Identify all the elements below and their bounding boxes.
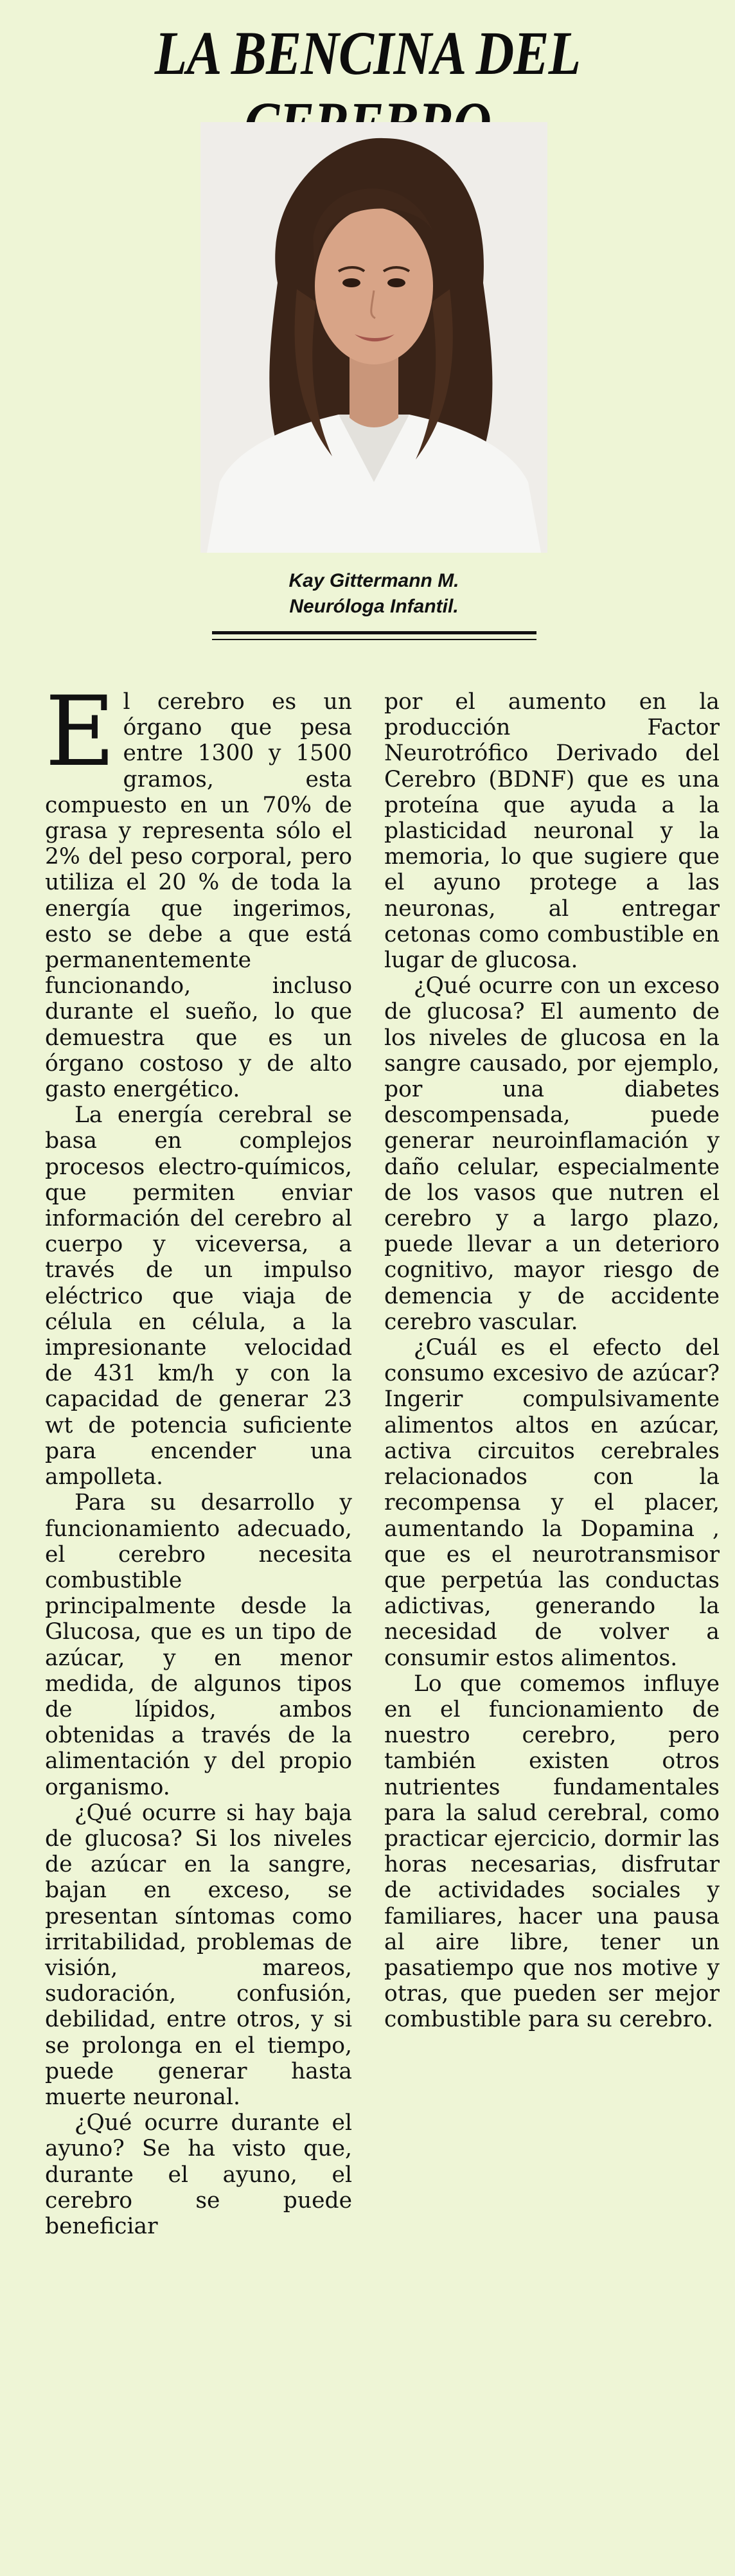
paragraph-continued: por el aumento en la producción Factor Neurotrófico Derivado del Cerebro (BDNF) que es una proteína que ayuda a la plasticidad neuronal y la memoria, lo que sugiere que el ayuno protege a las neuronas, al entregar cetonas como combustible en lugar de glucosa. (384, 689, 720, 974)
paragraph: Lo que comemos influye en el funcionamiento de nuestro cerebro, pero también existen otros nutrientes fundamentales para la salud cerebral, como practicar ejercicio, dormir las horas necesarias, disfrutar de actividades sociales y familiares, hacer una pausa al aire libre, tener un pasatiempo que nos motive y otras, que pueden ser mejor combustible para su cerebro. (384, 1670, 720, 2033)
author-role: Neuróloga Infantil. (289, 596, 459, 617)
paragraph: ¿Qué ocurre si hay baja de glucosa? Si los niveles de azúcar en la sangre, bajan en exceso, se presentan síntomas como irritabilidad, problemas de visión, mareos, sudoración, confusión, debilidad, entre otros, y si se prolonga en el tiempo, puede generar hasta muerte neuronal. (45, 1800, 352, 2110)
caption-rule-thin (212, 639, 536, 640)
article-column-right (384, 689, 720, 2033)
caption-rule-thick (212, 631, 536, 634)
paragraph: Para su desarrollo y funcionamiento adecuado, el cerebro necesita combustible principalmente desde la Glucosa, que es un tipo de azúcar, y en menor medida, de algunos tipos de lípidos, ambos obtenidas a través de la alimentación y del propio organismo. (45, 1490, 352, 1800)
paragraph: ¿Qué ocurre durante el ayuno? Se ha visto que, durante el ayuno, el cerebro se puede beneficiar (45, 2110, 352, 2239)
paragraph: La energía cerebral se basa en complejos procesos electro-químicos, que permiten enviar información del cerebro al cuerpo y viceversa, a través de un impulso eléctrico que viaja de célula en célula, a la impresionante velocidad de 431 km/h y con la capacidad de generar 23 wt de potencia suficiente para encender una ampolleta. (45, 1102, 352, 1490)
author-name: Kay Gittermann M. (288, 570, 459, 591)
article-title: LA BENCINA DEL (154, 19, 581, 87)
article-column-left (45, 676, 352, 2239)
paragraph: ¿Qué ocurre con un exceso de glucosa? El aumento de los niveles de glucosa en la sangre causado, por ejemplo, por una diabetes descompensada, puede generar neuroinflamación y daño celular, especialmente de los vasos que nutren el cerebro y a largo plazo, puede llevar a un deterioro cognitivo, mayor riesgo de demencia y de accidente cerebro vascular. (384, 973, 720, 1335)
drop-cap: E (45, 676, 116, 788)
author-photo (200, 122, 547, 553)
author-caption (200, 568, 547, 620)
paragraph-intro: El cerebro es un órgano que pesa entre 1300 y 1500 gramos, esta compuesto en un 70% de grasa y representa sólo el 2% del peso corporal, pero utiliza el 20 % de toda la energía que ingerimos, esto se debe a que está permanentemente funcionando, incluso durante el sueño, lo que demuestra que es un órgano costoso y de alto gasto energético. (45, 676, 352, 1103)
paragraph: ¿Cuál es el efecto del consumo excesivo de azúcar? Ingerir compulsivamente alimentos altos en azúcar, activa circuitos cerebrales relacionados con la recompensa y el placer, aumentando la Dopamina , que es el neurotransmisor que perpetúa las conductas adictivas, generando la necesidad de volver a consumir estos alimentos. (384, 1335, 720, 1671)
